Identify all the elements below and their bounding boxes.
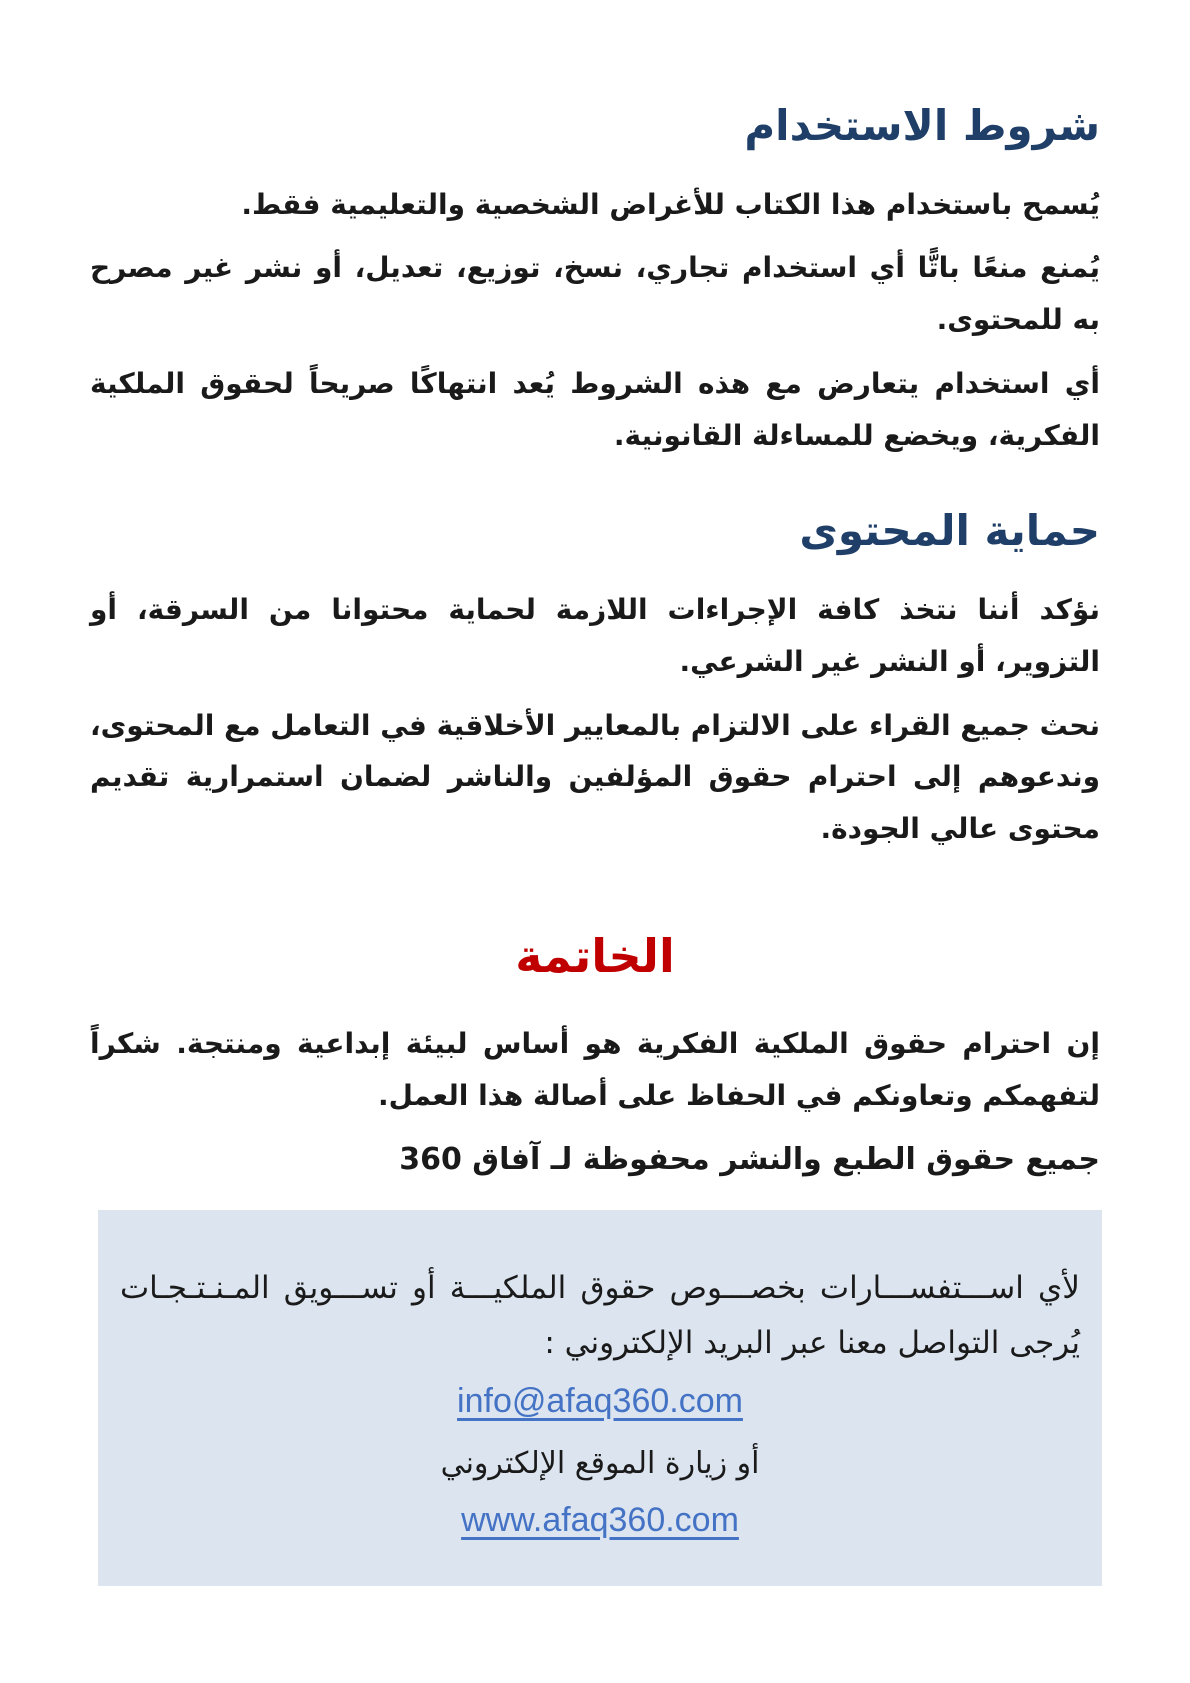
- conclusion-paragraph: إن احترام حقوق الملكية الفكرية هو أساس لبيئة إبداعية ومنتجة. شكراً لتفهمكم وتعاونكم في الحفاظ على أصالة هذا العمل.: [90, 1027, 1100, 1112]
- protection-paragraph-2: نحث جميع القراء على الالتزام بالمعايير الأخلاقية في التعامل مع المحتوى، وندعوهم إلى احترام حقوق المؤلفين والناشر لضمان استمرارية تقديم محتوى عالي الجودة.: [89, 708, 1100, 846]
- section-heading-content-protection: حماية المحتوى: [799, 506, 1100, 556]
- inquiry-line-2: يُرجى التواصل معنا عبر البريد الإلكتروني :: [544, 1324, 1080, 1361]
- terms-paragraph-3: أي استخدام يتعارض مع هذه الشروط يُعد انتهاكًا صريحاً لحقوق الملكية الفكرية، ويخضع للمساءلة القانونية.: [90, 366, 1100, 452]
- inquiry-line-1: لأي اســـتفســـارات بخصـــوص حقوق الملكيـــة أو تســـويق المـنـتـجـات: [120, 1269, 1080, 1306]
- contact-box: [98, 1210, 1102, 1586]
- section-heading-terms-of-use: شروط الاستخدام: [744, 101, 1100, 150]
- terms-paragraph-1: يُسمح باستخدام هذا الكتاب للأغراض الشخصية والتعليمية فقط.: [241, 187, 1100, 221]
- terms-paragraph-2: يُمنع منعًا باتًّا أي استخدام تجاري، نسخ، توزيع، تعديل، أو نشر غير مصرح به للمحتوى.: [90, 251, 1100, 337]
- protection-paragraph-1: نؤكد أننا نتخذ كافة الإجراءات اللازمة لحماية محتوانا من السرقة، أو التزوير، أو النشر غير الشرعي.: [90, 592, 1100, 678]
- email-link[interactable]: info@afaq360.com: [457, 1381, 743, 1420]
- website-link[interactable]: www.afaq360.com: [461, 1500, 739, 1539]
- website-row: [120, 1501, 1080, 1540]
- email-row: [120, 1382, 1080, 1421]
- section-heading-conclusion: الخاتمة: [515, 928, 675, 983]
- copyright-line: جميع حقوق الطبع والنشر محفوظة لـ آفاق 360: [399, 1141, 1100, 1177]
- website-label: أو زيارة الموقع الإلكتروني: [440, 1445, 760, 1481]
